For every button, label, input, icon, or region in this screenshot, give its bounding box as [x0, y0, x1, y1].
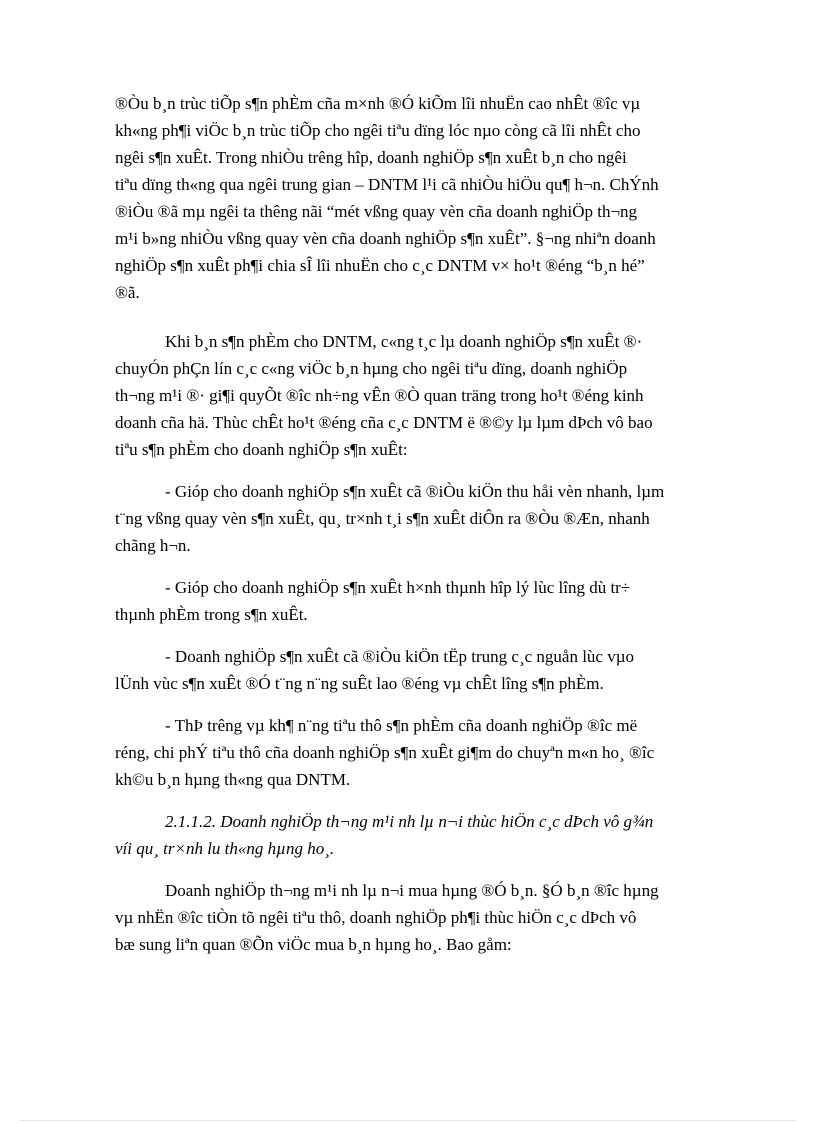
bullet-market-expansion: - ThÞ trêng vµ kh¶ n¨ng tiªu thô s¶n phÈm cña doanh nghiÖp ®îc më réng, chi phÝ tiªu thô cña doanh nghiÖp s¶n xuÊt gi¶m do chuyªn m«n ho¸ ®îc kh©u b¸n hµng th«ng qua DNTM.	[115, 716, 655, 789]
paragraph-intro: ®Òu b¸n trùc tiÕp s¶n phÈm cña m×nh ®Ó kiÕm lîi nhuËn cao nhÊt ®îc vµ kh«ng ph¶i viÖc b¸n trùc tiÕp cho ngêi tiªu dïng lóc nµo còng cã lîi nhÊt cho ngêi s¶n xuÊt. Trong nhiÒu trêng hîp, doanh nghiÖp s¶n xuÊt b¸n cho ngêi tiªu dïng th«ng qua ngêi trung gian – DNTM l¹i cã nhiÒu hiÖu qu¶ h¬n. ChÝnh ®iÒu ®ã mµ ngêi ta thêng nãi “mét vßng quay vèn cña doanh nghiÖp th¬ng m¹i b»ng nhiÒu vßng quay vèn cña doanh nghiÖp s¶n xuÊt”. §¬ng nhiªn doanh nghiÖp s¶n xuÊt ph¶i chia sÎ lîi nhuËn cho c¸c DNTM v× ho¹t ®éng “b¸n hé” ®ã.	[115, 94, 659, 302]
paragraph-dntm-sales: Khi b¸n s¶n phÈm cho DNTM, c«ng t¸c lµ doanh nghiÖp s¶n xuÊt ®· chuyÓn phÇn lín c¸c c«ng viÖc b¸n hµng cho ngêi tiªu dïng, doanh nghiÖp th¬ng m¹i ®· gi¶i quyÕt ®îc nh÷ng vÊn ®Ò quan träng trong ho¹t ®éng kinh doanh cña hä. Thùc chÊt ho¹t ®éng cña c¸c DNTM ë ®©y lµ lµm dÞch vô bao tiªu s¶n phÈm cho doanh nghiÖp s¶n xuÊt:	[115, 332, 653, 459]
page-bottom-divider	[20, 1120, 796, 1121]
bullet-capital-recovery: - Gióp cho doanh nghiÖp s¶n xuÊt cã ®iÒu kiÖn thu håi vèn nhanh, lµm t¨ng vßng quay vèn s¶n xuÊt, qu¸ tr×nh t¸i s¶n xuÊt diÔn ra ®Òu ®Æn, nhanh chãng h¬n.	[115, 482, 665, 555]
bullet-resource-focus: - Doanh nghiÖp s¶n xuÊt cã ®iÒu kiÖn tËp trung c¸c nguån lùc vµo lÜnh vùc s¶n xuÊt ®Ó t¨ng n¨ng suÊt lao ®éng vµ chÊt lîng s¶n phÈm.	[115, 647, 635, 693]
section-heading: 2.1.1.2. Doanh nghiÖp th¬ng m¹i nh lµ n¬i thùc hiÖn c¸c dÞch vô g¾n víi qu¸ tr×nh lu th«ng hµng ho¸.	[115, 812, 654, 858]
document-body	[115, 90, 739, 958]
bullet-inventory: - Gióp cho doanh nghiÖp s¶n xuÊt h×nh thµnh hîp lý lùc lîng dù tr÷ thµnh phÈm trong s¶n xuÊt.	[115, 578, 631, 624]
paragraph-services: Doanh nghiÖp th¬ng m¹i nh lµ n¬i mua hµng ®Ó b¸n. §Ó b¸n ®îc hµng vµ nhËn ®îc tiÒn tõ ngêi tiªu thô, doanh nghiÖp ph¶i thùc hiÖn c¸c dÞch vô bæ sung liªn quan ®Õn viÖc mua b¸n hµng ho¸. Bao gåm:	[115, 881, 659, 954]
